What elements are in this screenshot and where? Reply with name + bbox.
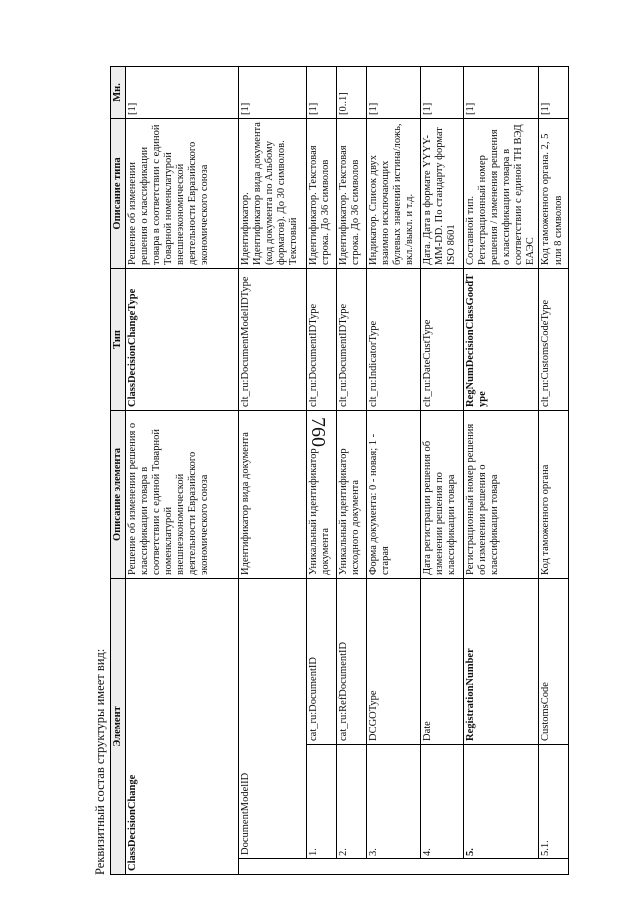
table-row [539, 66, 569, 874]
cell-element: ClassDecisionChange [126, 578, 239, 874]
header-element-desc: Описание элемента [111, 410, 126, 578]
cell-type-desc: Идентификатор. Текстовая строка. До 36 символов [307, 118, 337, 268]
cell-number: 5.1. [539, 745, 569, 859]
table-row [126, 66, 239, 874]
table-row [337, 66, 367, 874]
cell-type-desc: Составной тип. Регистрационный номер решения / изменения решения о классификации товара в соответствии с единой ТН ВЭД ЕАЭС [464, 118, 539, 268]
page-number: 760 [307, 417, 329, 447]
cell-element: cat_ru:RefDocumentID [337, 578, 367, 744]
cell-element: RegistrationNumber [464, 578, 539, 744]
header-element: Элемент [111, 578, 126, 874]
cell-element: Date [421, 578, 464, 744]
cell-mult: [1] [367, 66, 421, 118]
cell-number: 1. [307, 745, 337, 859]
cell-type: clt_ru:DocumentModelIDType [239, 268, 307, 410]
structure-table [110, 66, 569, 875]
cell-type: clt_ru:IndicatorType [367, 268, 421, 410]
cell-element: DocumentModelID [239, 578, 307, 858]
cell-type: clt_ru:DocumentIDType [337, 268, 367, 410]
cell-element: CustomsCode [539, 578, 569, 744]
cell-number: 2. [337, 745, 367, 859]
rotated-page-content [80, 55, 564, 875]
cell-mult: [1] [539, 66, 569, 118]
header-type-desc: Описание типа [111, 118, 126, 268]
cell-type: ClassDecisionChangeType [126, 268, 239, 410]
table-row [239, 66, 307, 874]
cell-mult: [0..1] [337, 66, 367, 118]
table-header-row [111, 66, 126, 874]
cell-element-desc: Уникальный идентификатор исходного документа [337, 410, 367, 578]
header-type: Тип [111, 268, 126, 410]
cell-number: 3. [367, 745, 421, 859]
cell-type-desc: Дата. Дата в формате YYYY-MM-DD. По стандарту формат ISO 8601 [421, 118, 464, 268]
cell-type-desc: Код таможенного органа. 2, 5 или 8 символов [539, 118, 569, 268]
cell-element-desc: Код таможенного органа [539, 410, 569, 578]
cell-mult: [1] [421, 66, 464, 118]
cell-type-desc: Идентификатор. Текстовая строка. До 36 символов [337, 118, 367, 268]
cell-type-desc: Решение об изменении решения о классификации товара в соответствии с единой Товарной номенклатурой внешнеэкономической деятельности Евразийского экономического союза [126, 118, 239, 268]
cell-type: RegNumDecisionClassGoodType [464, 268, 539, 410]
table-row [464, 66, 539, 874]
table-row [421, 66, 464, 874]
cell-mult: [1] [307, 66, 337, 118]
cell-mult: [1] [126, 66, 239, 118]
cell-element-desc: Дата регистрации решения об изменении решения по классификации товара [421, 410, 464, 578]
cell-type: clt_ru:CustomsCodeType [539, 268, 569, 410]
header-mult: Мн. [111, 66, 126, 118]
cell-type: clt_ru:DateCustType [421, 268, 464, 410]
cell-number: 4. [421, 745, 464, 859]
cell-element-desc: Регистрационный номер решения об изменении решения о классификации товара [464, 410, 539, 578]
table-row [307, 66, 337, 874]
cell-element-desc: Решение об изменении решения о классификации товара в соответствии с единой Товарной номенклатурой внешнеэкономической деятельности Евразийского экономического союза [126, 410, 239, 578]
cell-type: clt_ru:DocumentIDType [307, 268, 337, 410]
cell-element: DCGOType [367, 578, 421, 744]
table-row [367, 66, 421, 874]
cell-element: cat_ru:DocumentID [307, 578, 337, 744]
cell-element-desc: Уникальный идентификатор документа [307, 410, 337, 578]
cell-element-desc: Форма документа: 0 - новая; 1 - старая [367, 410, 421, 578]
cell-element-desc: Идентификатор вида документа [239, 410, 307, 578]
intro-text: Реквизитный состав структуры имеет вид: [93, 648, 107, 875]
cell-type-desc: Идентификатор. Идентификатор вида документа (код документа по Альбому форматов). До 30 символов. Текстовый [239, 118, 307, 268]
cell-mult: [1] [464, 66, 539, 118]
cell-mult: [1] [239, 66, 307, 118]
cell-type-desc: Индикатор. Список двух взаимно исключающих булевых значений истина/ложь, вкл./выкл. и т.д. [367, 118, 421, 268]
cell-number: 5. [464, 745, 539, 859]
